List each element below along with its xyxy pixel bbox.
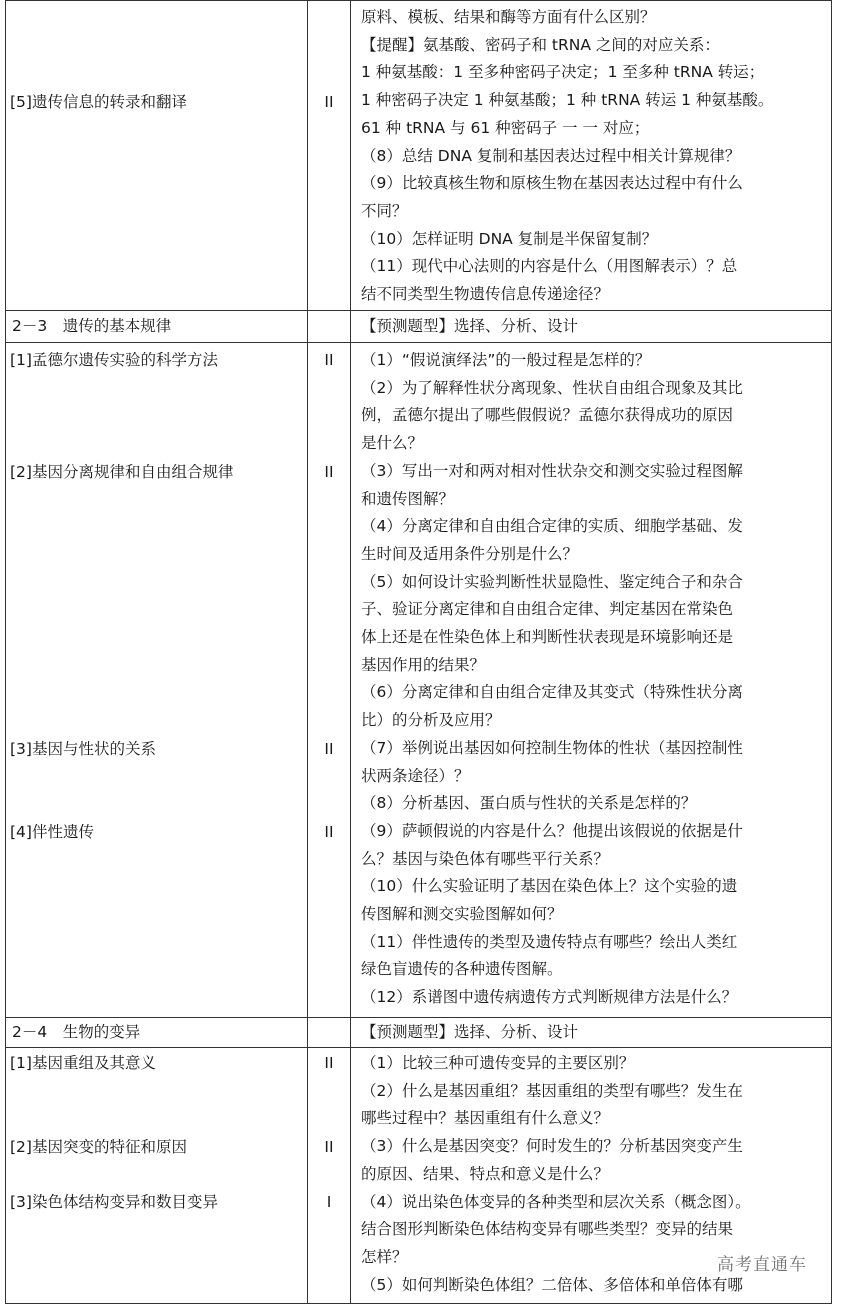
text-line: （1）“假说演绎法”的一般过程是怎样的？ bbox=[361, 351, 651, 369]
text-line: 哪些过程中？基因重组有什么意义？ bbox=[361, 1109, 610, 1128]
text-line: （8）分析基因、蛋白质与性状的关系是怎样的？ bbox=[361, 794, 697, 813]
topic-label: [5]遗传信息的转录和翻译 bbox=[10, 93, 187, 111]
text-line: （6）分离定律和自由组合定律及其变式（特殊性状分离 bbox=[361, 683, 743, 702]
text-line: （4）说出染色体变异的各种类型和层次关系（概念图）。 bbox=[361, 1192, 751, 1211]
text-line: （3）什么是基因突变？何时发生的？分析基因突变产生 bbox=[361, 1137, 743, 1156]
description-lines bbox=[361, 343, 823, 1012]
description-cell bbox=[351, 343, 832, 1018]
text-line: 结合图形判断染色体结构变异有哪些类型？变异的结果 bbox=[361, 1220, 734, 1239]
topic-label: [2]基因分离规律和自由组合规律 bbox=[10, 463, 234, 481]
level-value: II bbox=[324, 351, 334, 369]
topic-label: [1]基因重组及其意义 bbox=[10, 1054, 156, 1072]
prediction-type: 【预测题型】选择、分析、设计 bbox=[351, 311, 832, 343]
level-value: II bbox=[324, 1054, 334, 1072]
level-value: II bbox=[324, 1138, 334, 1156]
syllabus-table bbox=[5, 0, 832, 1304]
topic-label: [1]孟德尔遗传实验的科学方法 bbox=[10, 351, 218, 369]
section-heading-row bbox=[6, 1018, 832, 1048]
level-value: II bbox=[324, 93, 334, 111]
topic-label: [4]伴性遗传 bbox=[10, 823, 94, 841]
table-row bbox=[6, 1048, 832, 1304]
section-heading: 2－3 遗传的基本规律 bbox=[6, 311, 308, 343]
prediction-type: 【预测题型】选择、分析、设计 bbox=[351, 1018, 832, 1048]
level-cell bbox=[308, 1048, 351, 1304]
text-line: （8）总结 DNA 复制和基因表达过程中相关计算规律？ bbox=[361, 146, 741, 165]
empty-cell bbox=[308, 1018, 351, 1048]
text-line: 的原因、结果、特点和意义是什么？ bbox=[361, 1164, 610, 1183]
text-line: 不同？ bbox=[361, 201, 408, 220]
text-line: 61 种 tRNA 与 61 种密码子 一 一 对应； bbox=[361, 118, 650, 137]
text-line: 生时间及适用条件分别是什么？ bbox=[361, 544, 579, 563]
text-line: 结不同类型生物遗传信息传递途径？ bbox=[361, 285, 610, 304]
text-line: 绿色盲遗传的各种遗传图解。 bbox=[361, 960, 563, 979]
level-value: I bbox=[326, 1193, 332, 1211]
text-line: （2）什么是基因重组？基因重组的类型有哪些？发生在 bbox=[361, 1081, 743, 1100]
section-heading: 2－4 生物的变异 bbox=[6, 1018, 308, 1048]
level-cell bbox=[308, 1, 351, 311]
description-lines bbox=[361, 1, 823, 309]
text-line: （5）如何判断染色体组？二倍体、多倍体和单倍体有哪 bbox=[361, 1275, 743, 1294]
table-row bbox=[6, 1, 832, 311]
text-line: 是什么？ bbox=[361, 434, 424, 453]
topic-label: [2]基因突变的特征和原因 bbox=[10, 1138, 187, 1156]
text-line: 体上还是在性染色体上和判断性状表现是环境影响还是 bbox=[361, 628, 734, 647]
section-heading-row bbox=[6, 311, 832, 343]
text-line: （11）现代中心法则的内容是什么（用图解表示）？总 bbox=[361, 257, 738, 276]
text-line: （12）系谱图中遗传病遗传方式判断规律方法是什么？ bbox=[361, 988, 738, 1007]
topic-label: [3]染色体结构变异和数目变异 bbox=[10, 1193, 218, 1211]
text-line: （1）比较三种可遗传变异的主要区别？ bbox=[361, 1054, 635, 1072]
description-cell bbox=[351, 1, 832, 311]
topic-cell bbox=[6, 343, 308, 1018]
text-line: 么？基因与染色体有哪些平行关系？ bbox=[361, 849, 610, 868]
text-line: 传图解和测交实验图解如何？ bbox=[361, 905, 563, 924]
level-cell bbox=[308, 343, 351, 1018]
level-value: II bbox=[324, 740, 334, 758]
text-line: （7）举例说出基因如何控制生物体的性状（基因控制性 bbox=[361, 738, 743, 757]
text-line: 状两条途径）？ bbox=[361, 766, 470, 785]
text-line: （5）如何设计实验判断性状显隐性、鉴定纯合子和杂合 bbox=[361, 572, 743, 591]
topic-label: [3]基因与性状的关系 bbox=[10, 740, 156, 758]
text-line: （10）什么实验证明了基因在染色体上？这个实验的遗 bbox=[361, 877, 738, 896]
text-line: （3）写出一对和两对相对性状杂交和测交实验过程图解 bbox=[361, 461, 743, 480]
text-line: （4）分离定律和自由组合定律的实质、细胞学基础、发 bbox=[361, 517, 743, 536]
text-line: （9）比较真核生物和原核生物在基因表达过程中有什么 bbox=[361, 174, 743, 193]
empty-cell bbox=[308, 311, 351, 343]
text-line: 怎样？ bbox=[361, 1247, 408, 1266]
text-line: （9）萨顿假说的内容是什么？他提出该假说的依据是什 bbox=[361, 821, 743, 840]
text-line: 比）的分析及应用？ bbox=[361, 711, 501, 730]
topic-cell bbox=[6, 1, 308, 311]
text-line: 子、验证分离定律和自由组合定律、判定基因在常染色 bbox=[361, 600, 734, 619]
text-line: （11）伴性遗传的类型及遗传特点有哪些？绘出人类红 bbox=[361, 932, 738, 951]
text-line: 例，孟德尔提出了哪些假假说？孟德尔获得成功的原因 bbox=[361, 406, 734, 425]
topic-cell bbox=[6, 1048, 308, 1304]
text-line: 【提醒】氨基酸、密码子和 tRNA 之间的对应关系： bbox=[361, 35, 720, 54]
text-line: 1 种氨基酸：1 至多种密码子决定；1 至多种 tRNA 转运； bbox=[361, 63, 765, 82]
text-line: 原料、模板、结果和酶等方面有什么区别？ bbox=[361, 8, 656, 26]
text-line: 1 种密码子决定 1 种氨基酸；1 种 tRNA 转运 1 种氨基酸。 bbox=[361, 91, 774, 110]
table-row bbox=[6, 343, 832, 1018]
text-line: （2）为了解释性状分离现象、性状自由组合现象及其比 bbox=[361, 378, 743, 397]
level-value: II bbox=[324, 823, 334, 841]
text-line: 和遗传图解？ bbox=[361, 489, 455, 508]
level-value: II bbox=[324, 463, 334, 481]
text-line: 基因作用的结果？ bbox=[361, 655, 486, 674]
text-line: （10）怎样证明 DNA 复制是半保留复制？ bbox=[361, 229, 658, 248]
watermark: 高考直通车 bbox=[713, 1250, 811, 1275]
